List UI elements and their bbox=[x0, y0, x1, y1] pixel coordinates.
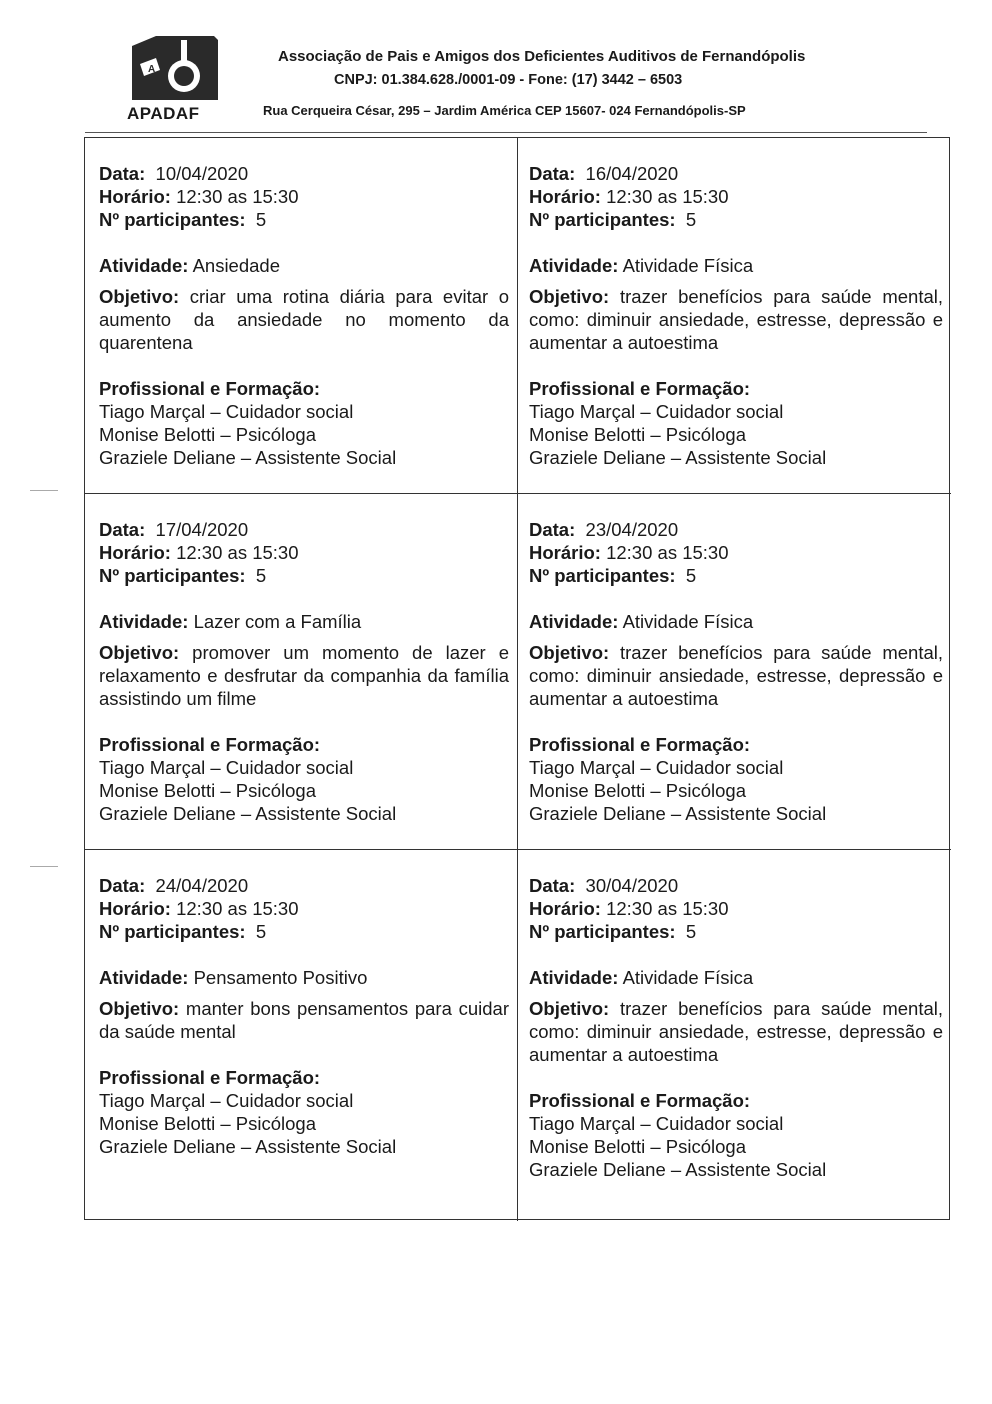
activity-value: Atividade Física bbox=[622, 255, 754, 276]
date-label: Data: bbox=[529, 163, 576, 184]
date-label: Data: bbox=[99, 875, 146, 896]
professionals-label: Profissional e Formação: bbox=[99, 1067, 321, 1088]
organization-address: Rua Cerqueira César, 295 – Jardim América CEP 15607- 024 Fernandópolis-SP bbox=[263, 103, 746, 118]
objective-label: Objetivo: bbox=[99, 286, 180, 307]
punch-mark bbox=[30, 866, 58, 867]
professional-item: Monise Belotti – Psicóloga bbox=[529, 424, 746, 445]
activity-label: Atividade: bbox=[99, 611, 189, 632]
professional-item: Monise Belotti – Psicóloga bbox=[99, 424, 316, 445]
activity-label: Atividade: bbox=[529, 255, 619, 276]
professional-item: Graziele Deliane – Assistente Social bbox=[99, 1136, 397, 1157]
professional-item: Graziele Deliane – Assistente Social bbox=[529, 1159, 827, 1180]
objective-value: criar uma rotina diária para evitar o aumento da ansiedade no momento da quarentena bbox=[99, 286, 509, 353]
activity-label: Atividade: bbox=[99, 255, 189, 276]
activity-value: Pensamento Positivo bbox=[193, 967, 368, 988]
professional-item: Monise Belotti – Psicóloga bbox=[529, 780, 746, 801]
professional-item: Monise Belotti – Psicóloga bbox=[529, 1136, 746, 1157]
activity-label: Atividade: bbox=[99, 967, 189, 988]
date-label: Data: bbox=[99, 163, 146, 184]
time-label: Horário: bbox=[99, 186, 171, 207]
professional-item: Graziele Deliane – Assistente Social bbox=[99, 447, 397, 468]
activity-cell bbox=[85, 850, 518, 1221]
time-label: Horário: bbox=[529, 186, 601, 207]
date-value: 10/04/2020 bbox=[155, 163, 249, 184]
time-value: 12:30 as 15:30 bbox=[176, 898, 299, 919]
professional-item: Monise Belotti – Psicóloga bbox=[99, 780, 316, 801]
date-label: Data: bbox=[99, 519, 146, 540]
letterhead bbox=[0, 0, 992, 140]
participants-label: Nº participantes: bbox=[529, 921, 676, 942]
activity-value: Ansiedade bbox=[192, 255, 280, 276]
professional-item: Graziele Deliane – Assistente Social bbox=[529, 803, 827, 824]
objective-value: trazer benefícios para saúde mental, como: diminuir ansiedade, estresse, depressão e aumentar a autoestima bbox=[529, 642, 943, 709]
date-label: Data: bbox=[529, 875, 576, 896]
date-value: 17/04/2020 bbox=[155, 519, 249, 540]
professionals-label: Profissional e Formação: bbox=[99, 734, 321, 755]
participants-label: Nº participantes: bbox=[99, 565, 246, 586]
objective-label: Objetivo: bbox=[99, 998, 180, 1019]
professionals-label: Profissional e Formação: bbox=[99, 378, 321, 399]
logo-name: APADAF bbox=[127, 104, 200, 123]
date-value: 16/04/2020 bbox=[585, 163, 679, 184]
activity-cell bbox=[85, 494, 518, 850]
professionals-label: Profissional e Formação: bbox=[529, 734, 751, 755]
activity-cell bbox=[518, 494, 951, 850]
time-label: Horário: bbox=[99, 542, 171, 563]
professional-item: Monise Belotti – Psicóloga bbox=[99, 1113, 316, 1134]
objective-label: Objetivo: bbox=[529, 286, 610, 307]
participants-label: Nº participantes: bbox=[99, 209, 246, 230]
professional-item: Tiago Marçal – Cuidador social bbox=[529, 401, 784, 422]
date-value: 24/04/2020 bbox=[155, 875, 249, 896]
organization-name: Associação de Pais e Amigos dos Deficientes Auditivos de Fernandópolis bbox=[278, 48, 806, 65]
time-value: 12:30 as 15:30 bbox=[606, 542, 729, 563]
professionals-label: Profissional e Formação: bbox=[529, 378, 751, 399]
date-value: 30/04/2020 bbox=[585, 875, 679, 896]
date-label: Data: bbox=[529, 519, 576, 540]
participants-value: 5 bbox=[685, 209, 697, 230]
participants-label: Nº participantes: bbox=[529, 209, 676, 230]
activity-value: Lazer com a Família bbox=[193, 611, 362, 632]
activity-value: Atividade Física bbox=[622, 967, 754, 988]
participants-value: 5 bbox=[255, 565, 267, 586]
objective-label: Objetivo: bbox=[99, 642, 180, 663]
objective-value: manter bons pensamentos para cuidar da saúde mental bbox=[99, 998, 509, 1042]
participants-value: 5 bbox=[685, 921, 697, 942]
participants-value: 5 bbox=[685, 565, 697, 586]
header-divider bbox=[85, 132, 927, 133]
objective-label: Objetivo: bbox=[529, 998, 610, 1019]
professional-item: Tiago Marçal – Cuidador social bbox=[99, 1090, 354, 1111]
time-label: Horário: bbox=[99, 898, 171, 919]
professional-item: Tiago Marçal – Cuidador social bbox=[529, 1113, 784, 1134]
time-label: Horário: bbox=[529, 542, 601, 563]
professional-item: Tiago Marçal – Cuidador social bbox=[529, 757, 784, 778]
activity-cell bbox=[518, 850, 951, 1221]
participants-value: 5 bbox=[255, 921, 267, 942]
professional-item: Graziele Deliane – Assistente Social bbox=[99, 803, 397, 824]
punch-mark bbox=[30, 490, 58, 491]
organization-cnpj-phone: CNPJ: 01.384.628./0001-09 - Fone: (17) 3442 – 6503 bbox=[334, 72, 683, 88]
activity-cell bbox=[518, 138, 951, 494]
objective-value: promover um momento de lazer e relaxamento e desfrutar da companhia da família assistindo um filme bbox=[99, 642, 509, 709]
time-value: 12:30 as 15:30 bbox=[176, 186, 299, 207]
svg-text:A: A bbox=[148, 64, 156, 75]
professionals-label: Profissional e Formação: bbox=[529, 1090, 751, 1111]
time-value: 12:30 as 15:30 bbox=[606, 898, 729, 919]
date-value: 23/04/2020 bbox=[585, 519, 679, 540]
professional-item: Tiago Marçal – Cuidador social bbox=[99, 401, 354, 422]
participants-value: 5 bbox=[255, 209, 267, 230]
objective-value: trazer benefícios para saúde mental, como: diminuir ansiedade, estresse, depressão e aumentar a autoestima bbox=[529, 286, 943, 353]
objective-value: trazer benefícios para saúde mental, como: diminuir ansiedade, estresse, depressão e aumentar a autoestima bbox=[529, 998, 943, 1065]
activity-cell bbox=[85, 138, 518, 494]
time-value: 12:30 as 15:30 bbox=[606, 186, 729, 207]
professional-item: Tiago Marçal – Cuidador social bbox=[99, 757, 354, 778]
participants-label: Nº participantes: bbox=[529, 565, 676, 586]
professional-item: Graziele Deliane – Assistente Social bbox=[529, 447, 827, 468]
time-value: 12:30 as 15:30 bbox=[176, 542, 299, 563]
activities-table bbox=[84, 137, 950, 1220]
participants-label: Nº participantes: bbox=[99, 921, 246, 942]
activity-label: Atividade: bbox=[529, 967, 619, 988]
time-label: Horário: bbox=[529, 898, 601, 919]
activity-label: Atividade: bbox=[529, 611, 619, 632]
activity-value: Atividade Física bbox=[622, 611, 754, 632]
objective-label: Objetivo: bbox=[529, 642, 610, 663]
